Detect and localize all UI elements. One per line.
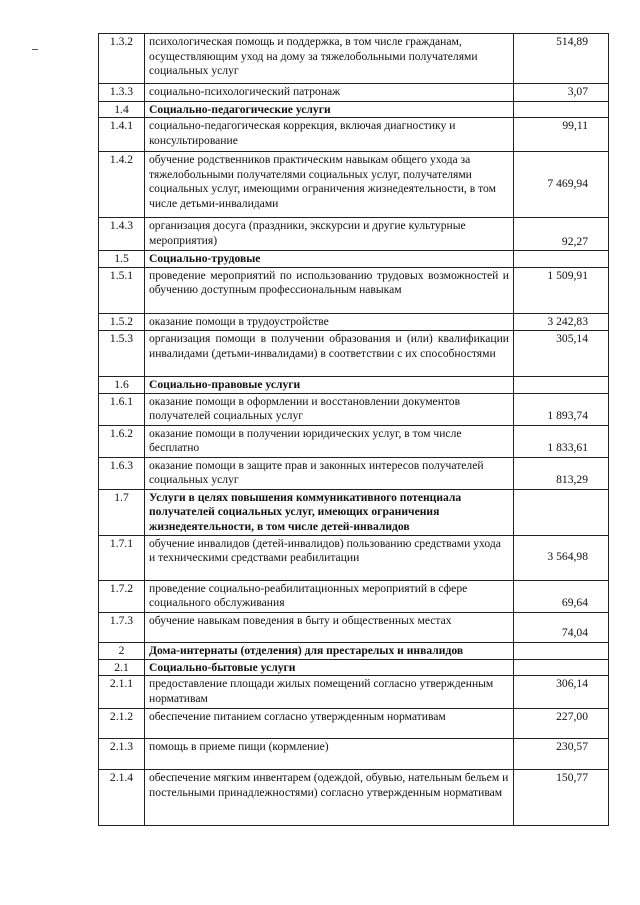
- margin-mark: [32, 49, 38, 50]
- section-title: Социально-правовые услуги: [145, 377, 514, 394]
- service-value: 306,14: [514, 676, 609, 709]
- service-value: 7 469,94: [514, 152, 609, 218]
- section-value: [514, 489, 609, 535]
- tariff-table: [98, 33, 609, 826]
- row-number: 1.7.1: [99, 535, 145, 580]
- table-row: [99, 84, 609, 102]
- row-number: 2.1.4: [99, 770, 145, 826]
- table-row: [99, 770, 609, 826]
- section-value: [514, 101, 609, 118]
- service-value: 1 893,74: [514, 393, 609, 425]
- service-name: организация помощи в получении образования и (или) квалификации инвалидами (детьми-инвалидами) в соответствии с их способностями: [145, 331, 514, 377]
- section-value: [514, 251, 609, 268]
- section-title: Социально-педагогические услуги: [145, 101, 514, 118]
- section-value: [514, 377, 609, 394]
- service-name: проведение мероприятий по использованию трудовых возможностей и обучению доступным профессиональным навыкам: [145, 267, 514, 313]
- table-row: [99, 612, 609, 642]
- table-row: [99, 676, 609, 709]
- service-value: 514,89: [514, 34, 609, 84]
- service-name: оказание помощи в оформлении и восстановлении документов получателей социальных услуг: [145, 393, 514, 425]
- row-number: 1.7.3: [99, 612, 145, 642]
- service-name: обучение навыкам поведения в быту и общественных местах: [145, 612, 514, 642]
- section-value: [514, 659, 609, 676]
- service-value: 813,29: [514, 457, 609, 489]
- service-value: 69,64: [514, 580, 609, 612]
- section-number: 1.4: [99, 101, 145, 118]
- service-value: 3,07: [514, 84, 609, 102]
- row-number: 2.1.2: [99, 709, 145, 739]
- row-number: 1.7.2: [99, 580, 145, 612]
- table-row: [99, 739, 609, 770]
- row-number: 1.3.3: [99, 84, 145, 102]
- service-name: обеспечение питанием согласно утвержденным нормативам: [145, 709, 514, 739]
- table-row: [99, 425, 609, 457]
- service-name: организация досуга (праздники, экскурсии и другие культурные мероприятия): [145, 218, 514, 251]
- service-name: обучение родственников практическим навыкам общего ухода за тяжелобольными получателями социальных услуг, получателями социальных услуг, имеющими ограничения жизнедеятельности, в том числе детьми-инвалидами: [145, 152, 514, 218]
- section-row: [99, 377, 609, 394]
- service-name: предоставление площади жилых помещений согласно утвержденным нормативам: [145, 676, 514, 709]
- section-row: [99, 659, 609, 676]
- service-value: 74,04: [514, 612, 609, 642]
- table-row: [99, 580, 609, 612]
- section-row: [99, 251, 609, 268]
- section-row: [99, 642, 609, 659]
- row-number: 1.5.3: [99, 331, 145, 377]
- table-row: [99, 709, 609, 739]
- service-value: 99,11: [514, 118, 609, 152]
- table-row: [99, 34, 609, 84]
- service-value: 227,00: [514, 709, 609, 739]
- table-row: [99, 393, 609, 425]
- service-value: 305,14: [514, 331, 609, 377]
- section-row: [99, 101, 609, 118]
- section-number: 2.1: [99, 659, 145, 676]
- section-row: [99, 489, 609, 535]
- service-name: проведение социально-реабилитационных мероприятий в сфере социального обслуживания: [145, 580, 514, 612]
- service-value: 1 509,91: [514, 267, 609, 313]
- row-number: 1.5.2: [99, 313, 145, 331]
- service-value: 150,77: [514, 770, 609, 826]
- service-name: социально-педагогическая коррекция, включая диагностику и консультирование: [145, 118, 514, 152]
- section-title: Социально-бытовые услуги: [145, 659, 514, 676]
- row-number: 1.3.2: [99, 34, 145, 84]
- section-title: Социально-трудовые: [145, 251, 514, 268]
- section-number: 1.7: [99, 489, 145, 535]
- section-title: Дома-интернаты (отделения) для престарелых и инвалидов: [145, 642, 514, 659]
- section-value: [514, 642, 609, 659]
- service-name: оказание помощи в трудоустройстве: [145, 313, 514, 331]
- section-number: 1.6: [99, 377, 145, 394]
- service-value: 1 833,61: [514, 425, 609, 457]
- service-name: оказание помощи в получении юридических услуг, в том числе бесплатно: [145, 425, 514, 457]
- row-number: 1.4.2: [99, 152, 145, 218]
- row-number: 2.1.1: [99, 676, 145, 709]
- table-row: [99, 313, 609, 331]
- row-number: 1.4.3: [99, 218, 145, 251]
- service-name: помощь в приеме пищи (кормление): [145, 739, 514, 770]
- row-number: 1.5.1: [99, 267, 145, 313]
- service-value: 3 564,98: [514, 535, 609, 580]
- service-value: 3 242,83: [514, 313, 609, 331]
- service-name: психологическая помощь и поддержка, в том числе гражданам, осуществляющим уход на дому за тяжелобольными получателями социальных услуг: [145, 34, 514, 84]
- table-row: [99, 118, 609, 152]
- row-number: 1.6.1: [99, 393, 145, 425]
- service-name: социально-психологический патронаж: [145, 84, 514, 102]
- section-number: 2: [99, 642, 145, 659]
- service-name: оказание помощи в защите прав и законных интересов получателей социальных услуг: [145, 457, 514, 489]
- table-row: [99, 457, 609, 489]
- service-name: обучение инвалидов (детей-инвалидов) пользованию средствами ухода и техническими средствами реабилитации: [145, 535, 514, 580]
- table-row: [99, 218, 609, 251]
- row-number: 2.1.3: [99, 739, 145, 770]
- table-row: [99, 267, 609, 313]
- section-number: 1.5: [99, 251, 145, 268]
- section-title: Услуги в целях повышения коммуникативного потенциала получателей социальных услуг, имеющих ограничения жизнедеятельности, в том числе детей-инвалидов: [145, 489, 514, 535]
- row-number: 1.6.2: [99, 425, 145, 457]
- service-value: 230,57: [514, 739, 609, 770]
- table-row: [99, 152, 609, 218]
- table-row: [99, 331, 609, 377]
- row-number: 1.6.3: [99, 457, 145, 489]
- row-number: 1.4.1: [99, 118, 145, 152]
- service-value: 92,27: [514, 218, 609, 251]
- table-row: [99, 535, 609, 580]
- service-name: обеспечение мягким инвентарем (одеждой, обувью, нательным бельем и постельными принадлежностями) согласно утвержденным нормативам: [145, 770, 514, 826]
